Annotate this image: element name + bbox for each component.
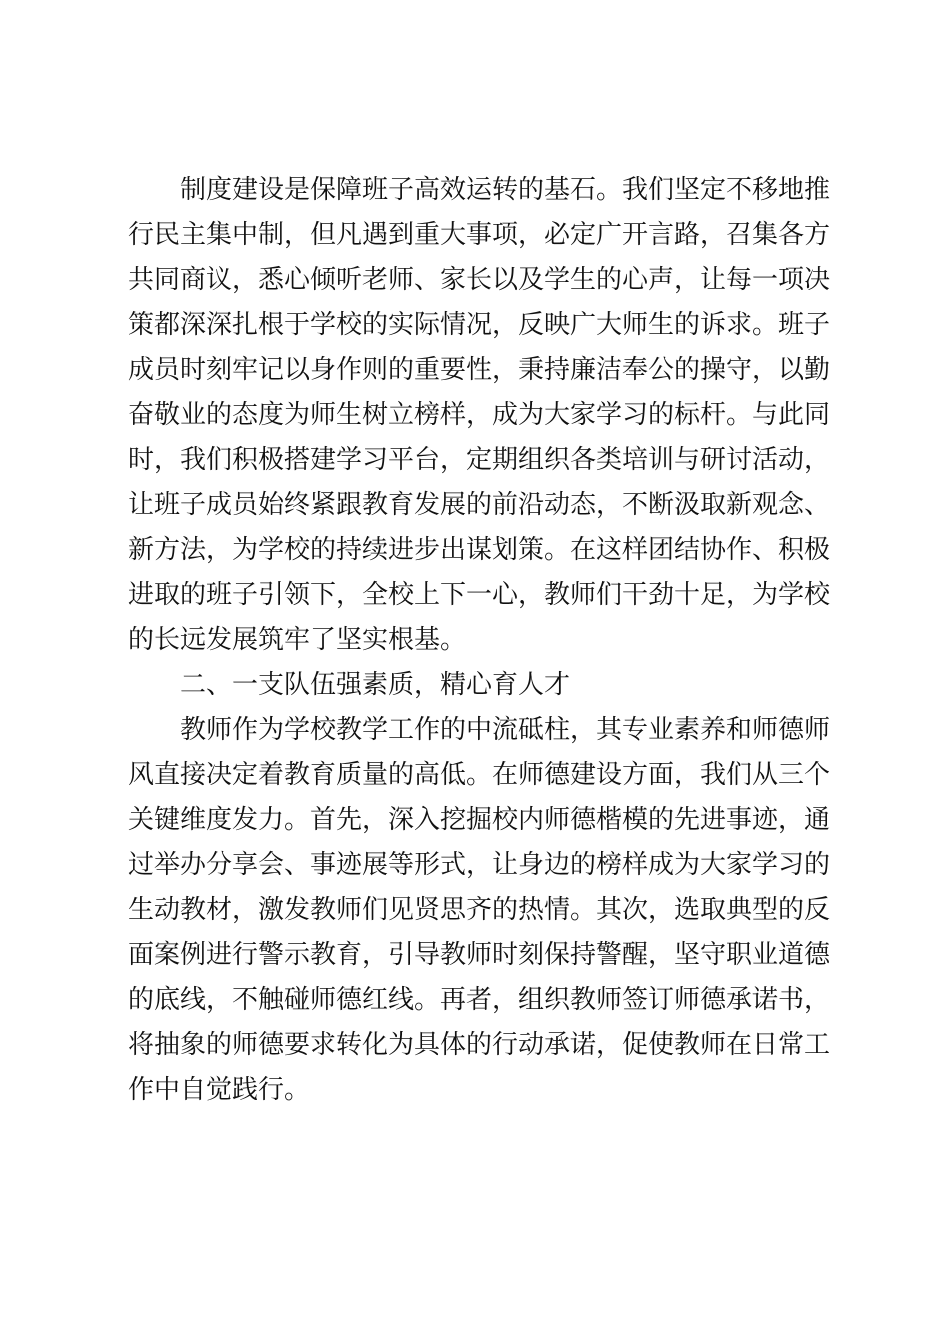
text-line: 的底线，不触碰师德红线。再者，组织教师签订师德承诺书，	[128, 985, 831, 1015]
text-line: 奋敬业的态度为师生树立榜样，成为大家学习的标杆。与此同	[128, 400, 831, 430]
text-line: 面案例进行警示教育，引导教师时刻保持警醒，坚守职业道德	[128, 940, 831, 970]
text-line: 关键维度发力。首先，深入挖掘校内师德楷模的先进事迹，通	[128, 805, 831, 835]
text-line: 策都深深扎根于学校的实际情况，反映广大师生的诉求。班子	[128, 310, 831, 340]
text-line: 生动教材，激发教师们见贤思齐的热情。其次，选取典型的反	[128, 895, 831, 925]
text-line: 作中自觉践行。	[128, 1075, 311, 1105]
paragraph-teacher-ethics	[128, 708, 834, 1113]
text-line: 将抽象的师德要求转化为具体的行动承诺，促使教师在日常工	[128, 1030, 831, 1060]
document-body	[128, 168, 834, 1113]
section-heading: 二、一支队伍强素质，精心育人才	[180, 670, 571, 700]
text-line: 新方法，为学校的持续进步出谋划策。在这样团结协作、积极	[128, 535, 831, 565]
text-line: 制度建设是保障班子高效运转的基石。我们坚定不移地推	[180, 175, 831, 205]
text-line: 共同商议，悉心倾听老师、家长以及学生的心声，让每一项决	[128, 265, 831, 295]
text-line: 风直接决定着教育质量的高低。在师德建设方面，我们从三个	[128, 760, 831, 790]
text-line: 的长远发展筑牢了坚实根基。	[128, 625, 467, 655]
text-line: 进取的班子引领下，全校上下一心，教师们干劲十足，为学校	[128, 580, 831, 610]
text-line: 过举办分享会、事迹展等形式，让身边的榜样成为大家学习的	[128, 850, 831, 880]
paragraph-system-building	[128, 168, 834, 663]
text-line: 行民主集中制，但凡遇到重大事项，必定广开言路，召集各方	[128, 220, 831, 250]
text-line: 成员时刻牢记以身作则的重要性，秉持廉洁奉公的操守，以勤	[128, 355, 831, 385]
text-line: 教师作为学校教学工作的中流砥柱，其专业素养和师德师	[180, 715, 831, 745]
text-line: 时，我们积极搭建学习平台，定期组织各类培训与研讨活动，	[128, 445, 831, 475]
text-line: 让班子成员始终紧跟教育发展的前沿动态，不断汲取新观念、	[128, 490, 831, 520]
